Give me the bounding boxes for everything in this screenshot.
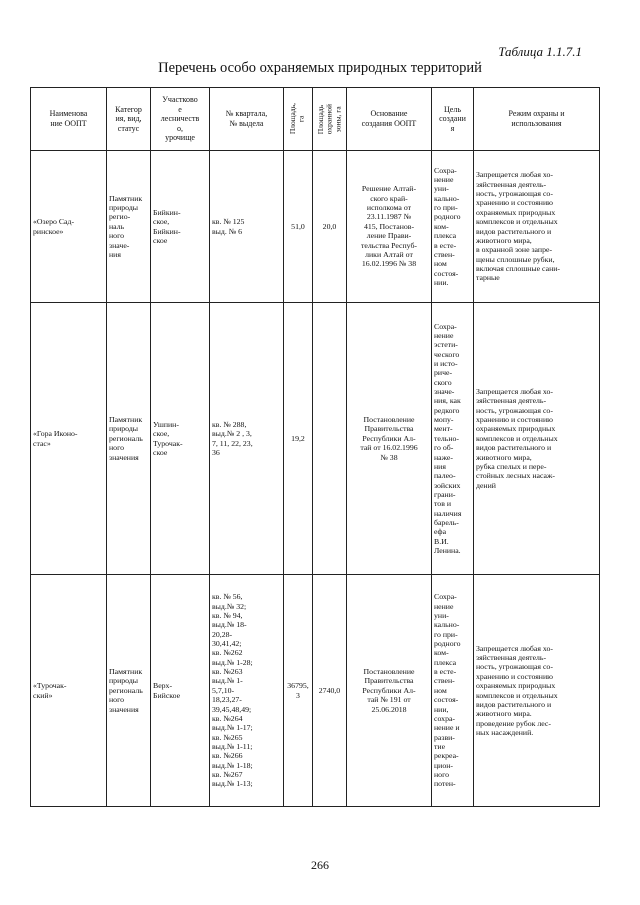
cell-area: 36795, 3 [284,575,313,807]
cell-forestry: Бийкин- ское, Бийкин- ское [151,151,210,303]
cell-area: 19,2 [284,303,313,575]
table-caption: Таблица 1.1.7.1 [498,44,582,59]
cell-name: «Озеро Сад- ринское» [31,151,107,303]
cell-area: 51,0 [284,151,313,303]
cell-category: Памятник природы регио- наль ного значе- ния [107,151,151,303]
header-category: Категор ия, вид, статус [107,88,151,151]
cell-regime: Запрещается любая хо- зяйственная деятель- ность, угрожающая со- хранению и состоянию охраняемых природных комплексов и отдельных видов растительного и животного мира, рубка спелых и пере- стойных лесных насаж- дений [474,303,600,575]
header-buffer [313,88,347,151]
header-goal: Цель создани я [432,88,474,151]
table-row [31,303,600,575]
cell-basis: Постановление Правительства Республики Ал- тай № 191 от 25.06.2018 [347,575,432,807]
cell-regime: Запрещается любая хо- зяйственная деятель- ность, угрожающая со- хранению и состоянию охраняемых природных комплексов и отдельных видов растительного и животного мира. проведение рубок лес- ных насаждений. [474,575,600,807]
cell-buffer: 20,0 [313,151,347,303]
cell-forestry: Ушпин- ское, Турочак- ское [151,303,210,575]
cell-basis: Постановление Правительства Республики Ал- тай от 16.02.1996 № 38 [347,303,432,575]
header-regime: Режим охраны и использования [474,88,600,151]
cell-name: «Гора Иконо- стас» [31,303,107,575]
table-header-row [31,88,600,151]
header-quarter: № квартала, № выдела [210,88,284,151]
cell-goal: Сохра- нение уни- кально- го при- родного ком- плекса в есте- ствен- ном состоя- нии, сохра- нение и разви- тие рекреа- цион- ного потен- [432,575,474,807]
header-basis: Основание создания ООПТ [347,88,432,151]
table-row [31,575,600,807]
document-title: Перечень особо охраняемых природных территорий [158,60,482,76]
cell-quarter: кв. № 288, выд.№ 2 , 3, 7, 11, 22, 23, 36 [210,303,284,575]
cell-name: «Турочак- ский» [31,575,107,807]
cell-buffer [313,303,347,575]
cell-goal: Сохра- нение эстети- ческого и исто- риче- ского значе- ния, как редкого мопу- мент- тельно- го об- наже- ния палео- зойских грани- тов и наличия барель- ефа В.И. Ленина. [432,303,474,575]
header-area-text: Площадь, га [288,103,306,135]
cell-buffer: 2740,0 [313,575,347,807]
cell-goal: Сохра- нение уни- кально- го при- родного ком- плекса в есте- ствен- ном состоя- нии. [432,151,474,303]
cell-forestry: Верх- Бийское [151,575,210,807]
page-number: 266 [311,858,329,872]
header-buffer-text: Площадь охранной зоны, га [315,103,342,135]
table-row [31,151,600,303]
cell-basis: Решение Алтай- ского край- исполкома от 23.11.1987 № 415, Постанов- ление Прави- тельства Респуб- лики Алтай от 16.02.1996 № 38 [347,151,432,303]
cell-regime: Запрещается любая хо- зяйственная деятель- ность, угрожающая со- хранению и состоянию охраняемых природных комплексов и отдельных видов растительного и животного мира, в охранной зоне запре- щены сплошные рубки, включая сплошные сани- тарные [474,151,600,303]
cell-quarter: кв. № 56, выд.№ 32; кв. № 94, выд.№ 18- 20,28- 30,41,42; кв. №262 выд.№ 1-28; кв. №263 выд.№ 1- 5,7,10- 18,23,27- 39,45,48,49; кв. №264 выд.№ 1-17; кв. №265 выд.№ 1-11; кв. №266 выд.№ 1-18; кв. №267 выд.№ 1-13; [210,575,284,807]
header-name: Наименова ние ООПТ [31,88,107,151]
cell-quarter: кв. № 125 выд. № 6 [210,151,284,303]
protected-areas-table [30,87,600,807]
header-area [284,88,313,151]
cell-category: Памятник природы региональ ного значения [107,575,151,807]
header-forestry: Участково е лесничеств о, урочище [151,88,210,151]
cell-category: Памятник природы региональ ного значения [107,303,151,575]
